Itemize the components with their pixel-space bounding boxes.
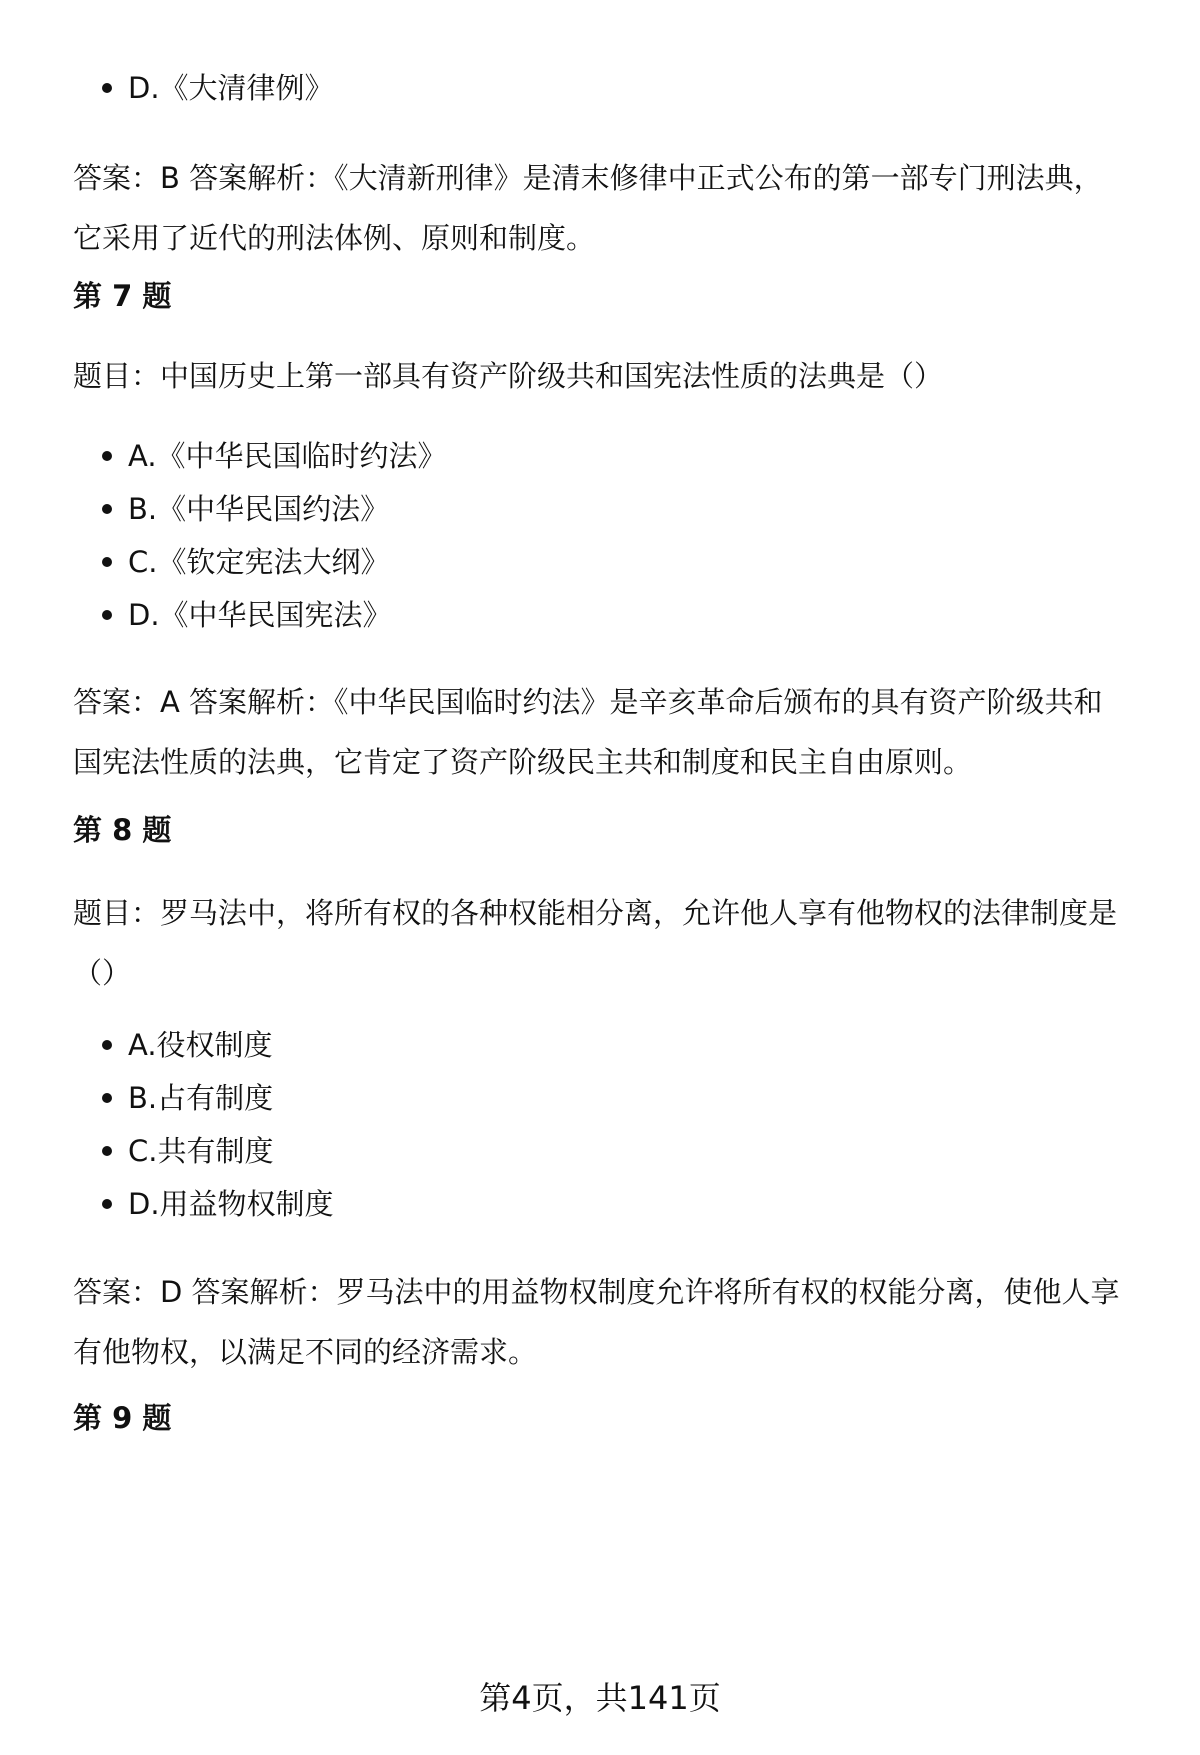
question-line: 题目：中国历史上第一部具有资产阶级共和国宪法性质的法典是（）: [73, 359, 944, 393]
answer-line: 有他物权，以满足不同的经济需求。: [73, 1335, 538, 1369]
option-text: A.《中华民国临时约法》: [128, 439, 447, 473]
question-text: [73, 883, 1153, 1003]
option-item: [128, 1184, 334, 1224]
bullet-icon: [102, 1093, 112, 1103]
bullet-icon: [102, 504, 112, 514]
bullet-icon: [102, 1040, 112, 1050]
option-text: B.《中华民国约法》: [128, 492, 390, 526]
question-line: （）: [73, 956, 132, 990]
option-item: [128, 1131, 273, 1171]
option-text: A.役权制度: [128, 1028, 273, 1062]
option-item: [128, 1025, 273, 1065]
question-line: 题目：罗马法中，将所有权的各种权能相分离，允许他人享有他物权的法律制度是: [73, 896, 1118, 930]
bullet-icon: [102, 1199, 112, 1209]
option-text: D.《中华民国宪法》: [128, 598, 392, 632]
option-item: [128, 1078, 273, 1118]
answer-line: 它采用了近代的刑法体例、原则和制度。: [73, 221, 596, 255]
answer-explanation: [73, 148, 1153, 268]
question-text: [73, 346, 1153, 406]
bullet-icon: [102, 83, 112, 93]
question-heading: 第 9 题: [73, 1401, 172, 1435]
answer-line: 答案：A 答案解析：《中华民国临时约法》是辛亥革命后颁布的具有资产阶级共和: [73, 685, 1103, 719]
answer-line: 国宪法性质的法典，它肯定了资产阶级民主共和制度和民主自由原则。: [73, 745, 973, 779]
option-text: D.《大清律例》: [128, 71, 334, 105]
bullet-icon: [102, 451, 112, 461]
question-heading: 第 7 题: [73, 279, 172, 313]
option-text: B.占有制度: [128, 1081, 274, 1115]
answer-line: 答案：B 答案解析：《大清新刑律》是清末修律中正式公布的第一部专门刑法典，: [73, 161, 1103, 195]
bullet-icon: [102, 610, 112, 620]
page-number: 第4页，共141页: [479, 1679, 721, 1717]
option-text: C.共有制度: [128, 1134, 274, 1168]
option-text: D.用益物权制度: [128, 1187, 334, 1221]
option-item: [128, 595, 392, 635]
bullet-icon: [102, 1146, 112, 1156]
answer-line: 答案：D 答案解析：罗马法中的用益物权制度允许将所有权的权能分离，使他人享: [73, 1275, 1120, 1309]
question-heading: 第 8 题: [73, 813, 172, 847]
option-item: [128, 68, 334, 108]
option-item: [128, 436, 447, 476]
answer-explanation: [73, 672, 1153, 792]
answer-explanation: [73, 1262, 1153, 1382]
option-item: [128, 542, 389, 582]
option-text: C.《钦定宪法大纲》: [128, 545, 390, 579]
bullet-icon: [102, 557, 112, 567]
option-item: [128, 489, 389, 529]
